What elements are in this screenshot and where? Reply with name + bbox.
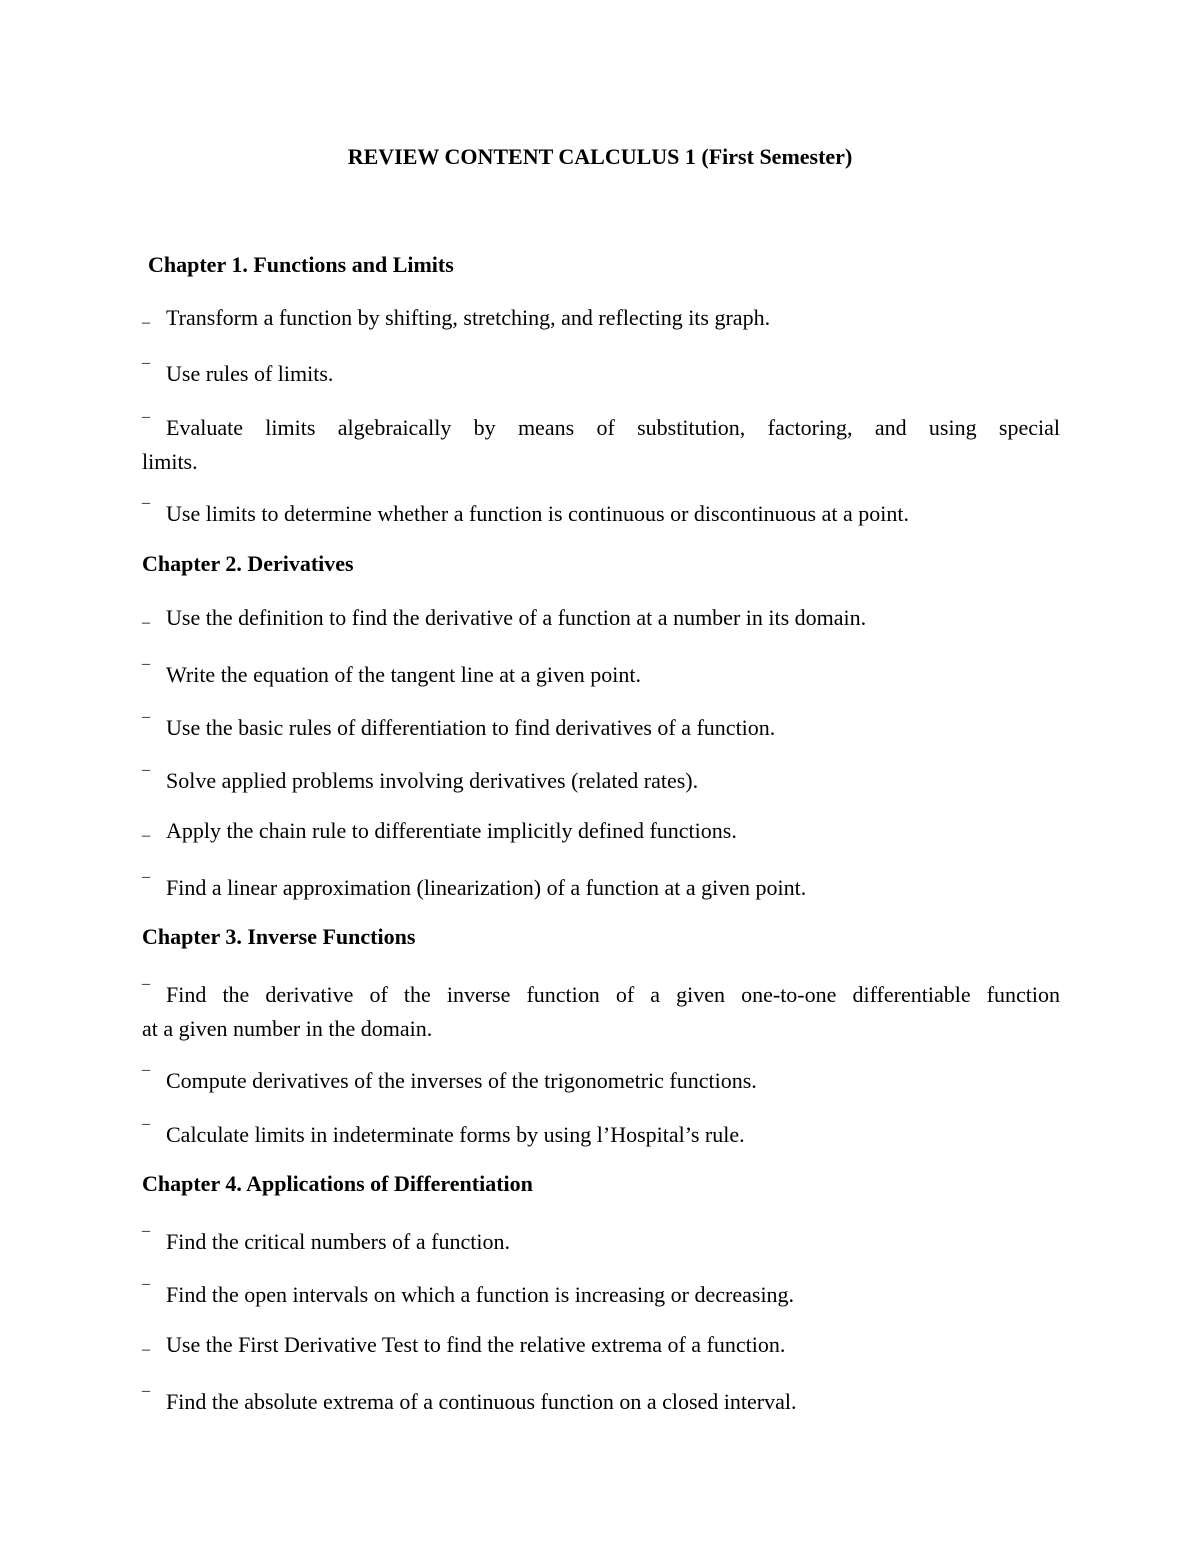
- bullet-icon: ¯: [142, 876, 150, 893]
- chapter-3-item-1: [142, 975, 1060, 1046]
- chapter-4-item-2: [142, 1275, 1060, 1312]
- item-text: Compute derivatives of the inverses of the trigonometric functions.: [166, 1068, 757, 1093]
- chapter-4-item-1: [142, 1222, 1060, 1259]
- chapter-3-heading: Chapter 3. Inverse Functions: [142, 924, 416, 949]
- chapter-2-item-1: [142, 601, 1060, 640]
- bullet-icon: –: [142, 827, 150, 844]
- bullet-icon: ¯: [142, 1123, 150, 1140]
- item-text: Use the definition to find the derivative of a function at a number in its domain.: [166, 605, 867, 630]
- page-title: REVIEW CONTENT CALCULUS 1 (First Semester): [347, 144, 853, 169]
- bullet-icon: –: [142, 314, 150, 331]
- chapter-1-item-4: [142, 494, 1060, 531]
- item-text-continued: limits.: [142, 449, 198, 474]
- item-text: Find the open intervals on which a function is increasing or decreasing.: [166, 1282, 795, 1307]
- item-text-continued: at a given number in the domain.: [142, 1016, 433, 1041]
- item-text: Find the critical numbers of a function.: [166, 1229, 510, 1254]
- bullet-icon: ¯: [142, 1230, 150, 1247]
- item-text: Use rules of limits.: [166, 361, 334, 386]
- chapter-4-item-4: [142, 1382, 1060, 1419]
- bullet-icon: ¯: [142, 1283, 150, 1300]
- bullet-icon: ¯: [142, 716, 150, 733]
- bullet-icon: ¯: [142, 769, 150, 786]
- bullet-icon: ¯: [142, 663, 150, 680]
- chapter-2-item-2: [142, 655, 1060, 692]
- item-text: Use the First Derivative Test to find the relative extrema of a function.: [166, 1332, 786, 1357]
- bullet-icon: ¯: [142, 1069, 150, 1086]
- chapter-2-item-4: [142, 761, 1060, 798]
- item-text: Apply the chain rule to differentiate implicitly defined functions.: [166, 818, 737, 843]
- item-text: Use the basic rules of differentiation to find derivatives of a function.: [166, 715, 776, 740]
- item-text: Find the absolute extrema of a continuous function on a closed interval.: [166, 1389, 797, 1414]
- bullet-icon: –: [142, 614, 150, 631]
- item-text: Evaluate limits algebraically by means of substitution, factoring, and using special: [166, 415, 1060, 440]
- item-text: Use limits to determine whether a function is continuous or discontinuous at a point.: [166, 501, 909, 526]
- chapter-4-item-3: [142, 1328, 1060, 1367]
- chapter-1-item-3: [142, 408, 1060, 479]
- chapter-3-item-3: [142, 1115, 1060, 1152]
- chapter-2-item-5: [142, 814, 1060, 853]
- bullet-icon: ¯: [142, 1390, 150, 1407]
- item-text: Write the equation of the tangent line at a given point.: [166, 662, 642, 687]
- bullet-icon: ¯: [142, 983, 150, 1000]
- item-text: Solve applied problems involving derivatives (related rates).: [166, 768, 699, 793]
- bullet-icon: ¯: [142, 362, 150, 379]
- chapter-2-item-6: [142, 868, 1060, 905]
- bullet-icon: ¯: [142, 416, 150, 433]
- item-text: Transform a function by shifting, stretching, and reflecting its graph.: [166, 305, 771, 330]
- chapter-2-heading: Chapter 2. Derivatives: [142, 551, 354, 576]
- item-text: Calculate limits in indeterminate forms by using l’Hospital’s rule.: [166, 1122, 745, 1147]
- chapter-1-heading: Chapter 1. Functions and Limits: [148, 252, 454, 277]
- chapter-1-item-2: [142, 354, 1060, 391]
- chapter-3-item-2: [142, 1061, 1060, 1098]
- chapter-1-item-1: [142, 301, 1060, 340]
- chapter-4-heading: Chapter 4. Applications of Differentiation: [142, 1171, 533, 1196]
- chapter-2-item-3: [142, 708, 1060, 745]
- bullet-icon: –: [142, 1341, 150, 1358]
- bullet-icon: ¯: [142, 502, 150, 519]
- item-text: Find a linear approximation (linearization) of a function at a given point.: [166, 875, 807, 900]
- item-text: Find the derivative of the inverse function of a given one-to-one differentiable function: [166, 982, 1060, 1007]
